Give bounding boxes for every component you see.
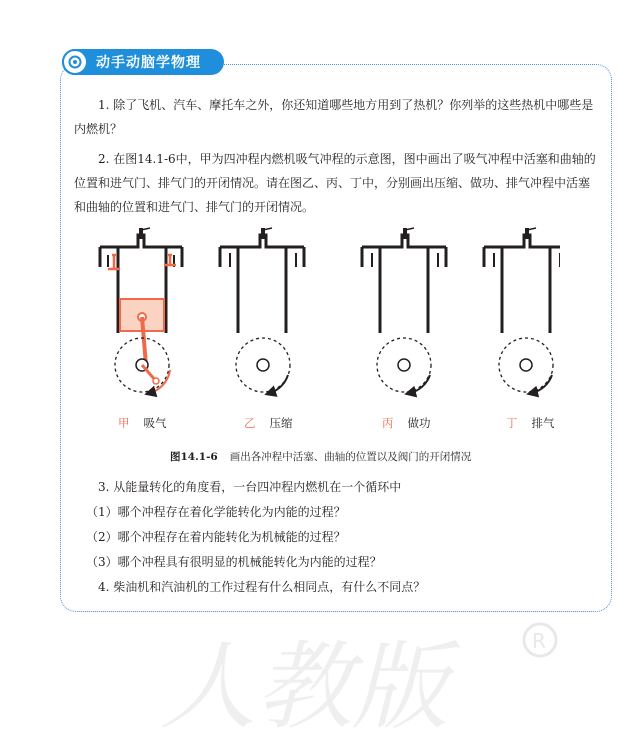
- panel-tag: 丁: [506, 416, 518, 430]
- panel-label-intake: [118, 415, 167, 431]
- section-title: 动手动脑学物理: [96, 55, 201, 71]
- question-2-line-3: 缩、做功、排气冲程中活塞和曲轴的位置和进气门、排气门的开闭情况。: [74, 176, 591, 214]
- power-stroke-panel: [362, 228, 446, 393]
- question-3-intro: 3. 从能量转化的角度看，一台四冲程内燃机在一个循环中: [98, 480, 402, 494]
- question-1-line-1: 1. 除了飞机、汽车、摩托车之外，你还知道哪些地方用到了热机？你列举的这些: [98, 98, 522, 112]
- publisher-watermark: [130, 615, 590, 740]
- intake-stroke-panel: [100, 228, 182, 393]
- panel-tag: 甲: [118, 416, 130, 430]
- panel-label: 排气: [531, 416, 555, 430]
- panel-label: 压缩: [269, 416, 293, 430]
- question-3-sub-1: （1）哪个冲程存在着化学能转化为内能的过程？: [86, 505, 346, 519]
- question-3-sub-3: （3）哪个冲程具有很明显的机械能转化为内能的过程？: [86, 555, 382, 569]
- figure-caption: [170, 449, 471, 464]
- figure-number: 图14.1-6: [170, 451, 218, 463]
- panel-label: 吸气: [143, 416, 167, 430]
- question-2-line-1: 2. 在图14.1-6中，甲为四冲程内燃机吸气冲程的示意图，图中画出了吸气冲程中: [98, 152, 524, 166]
- panel-tag: 乙: [244, 416, 256, 430]
- question-3-sub-2: （2）哪个冲程存在着内能转化为机械能的过程？: [86, 530, 346, 544]
- question-1-line-2: 热机中哪些是内燃机？: [74, 98, 594, 136]
- engine-stroke-diagram: [90, 225, 560, 415]
- question-2: [74, 147, 600, 219]
- compression-stroke-panel: [220, 228, 304, 393]
- panel-tag: 丙: [382, 416, 394, 430]
- panel-label-exhaust: [506, 415, 555, 431]
- question-1: [74, 93, 600, 141]
- question-4: 4. 柴油机和汽油机的工作过程有什么相同点，有什么不同点？: [98, 580, 426, 594]
- target-icon: [62, 49, 88, 75]
- exhaust-stroke-panel: [484, 228, 560, 393]
- question-2-line-2: 活塞和曲轴的位置和进气门、排气门的开闭情况。请在图乙、丙、丁中，分别画出压: [74, 152, 596, 190]
- section-header: [62, 49, 224, 75]
- svg-text:人教版: 人教版: [160, 631, 448, 740]
- panel-label-compression: [244, 415, 293, 431]
- svg-text:R: R: [532, 629, 546, 653]
- figure-caption-text: 画出各冲程中活塞、曲轴的位置以及阀门的开闭情况: [229, 451, 472, 463]
- panel-label: 做功: [407, 416, 431, 430]
- panel-label-power: [382, 415, 431, 431]
